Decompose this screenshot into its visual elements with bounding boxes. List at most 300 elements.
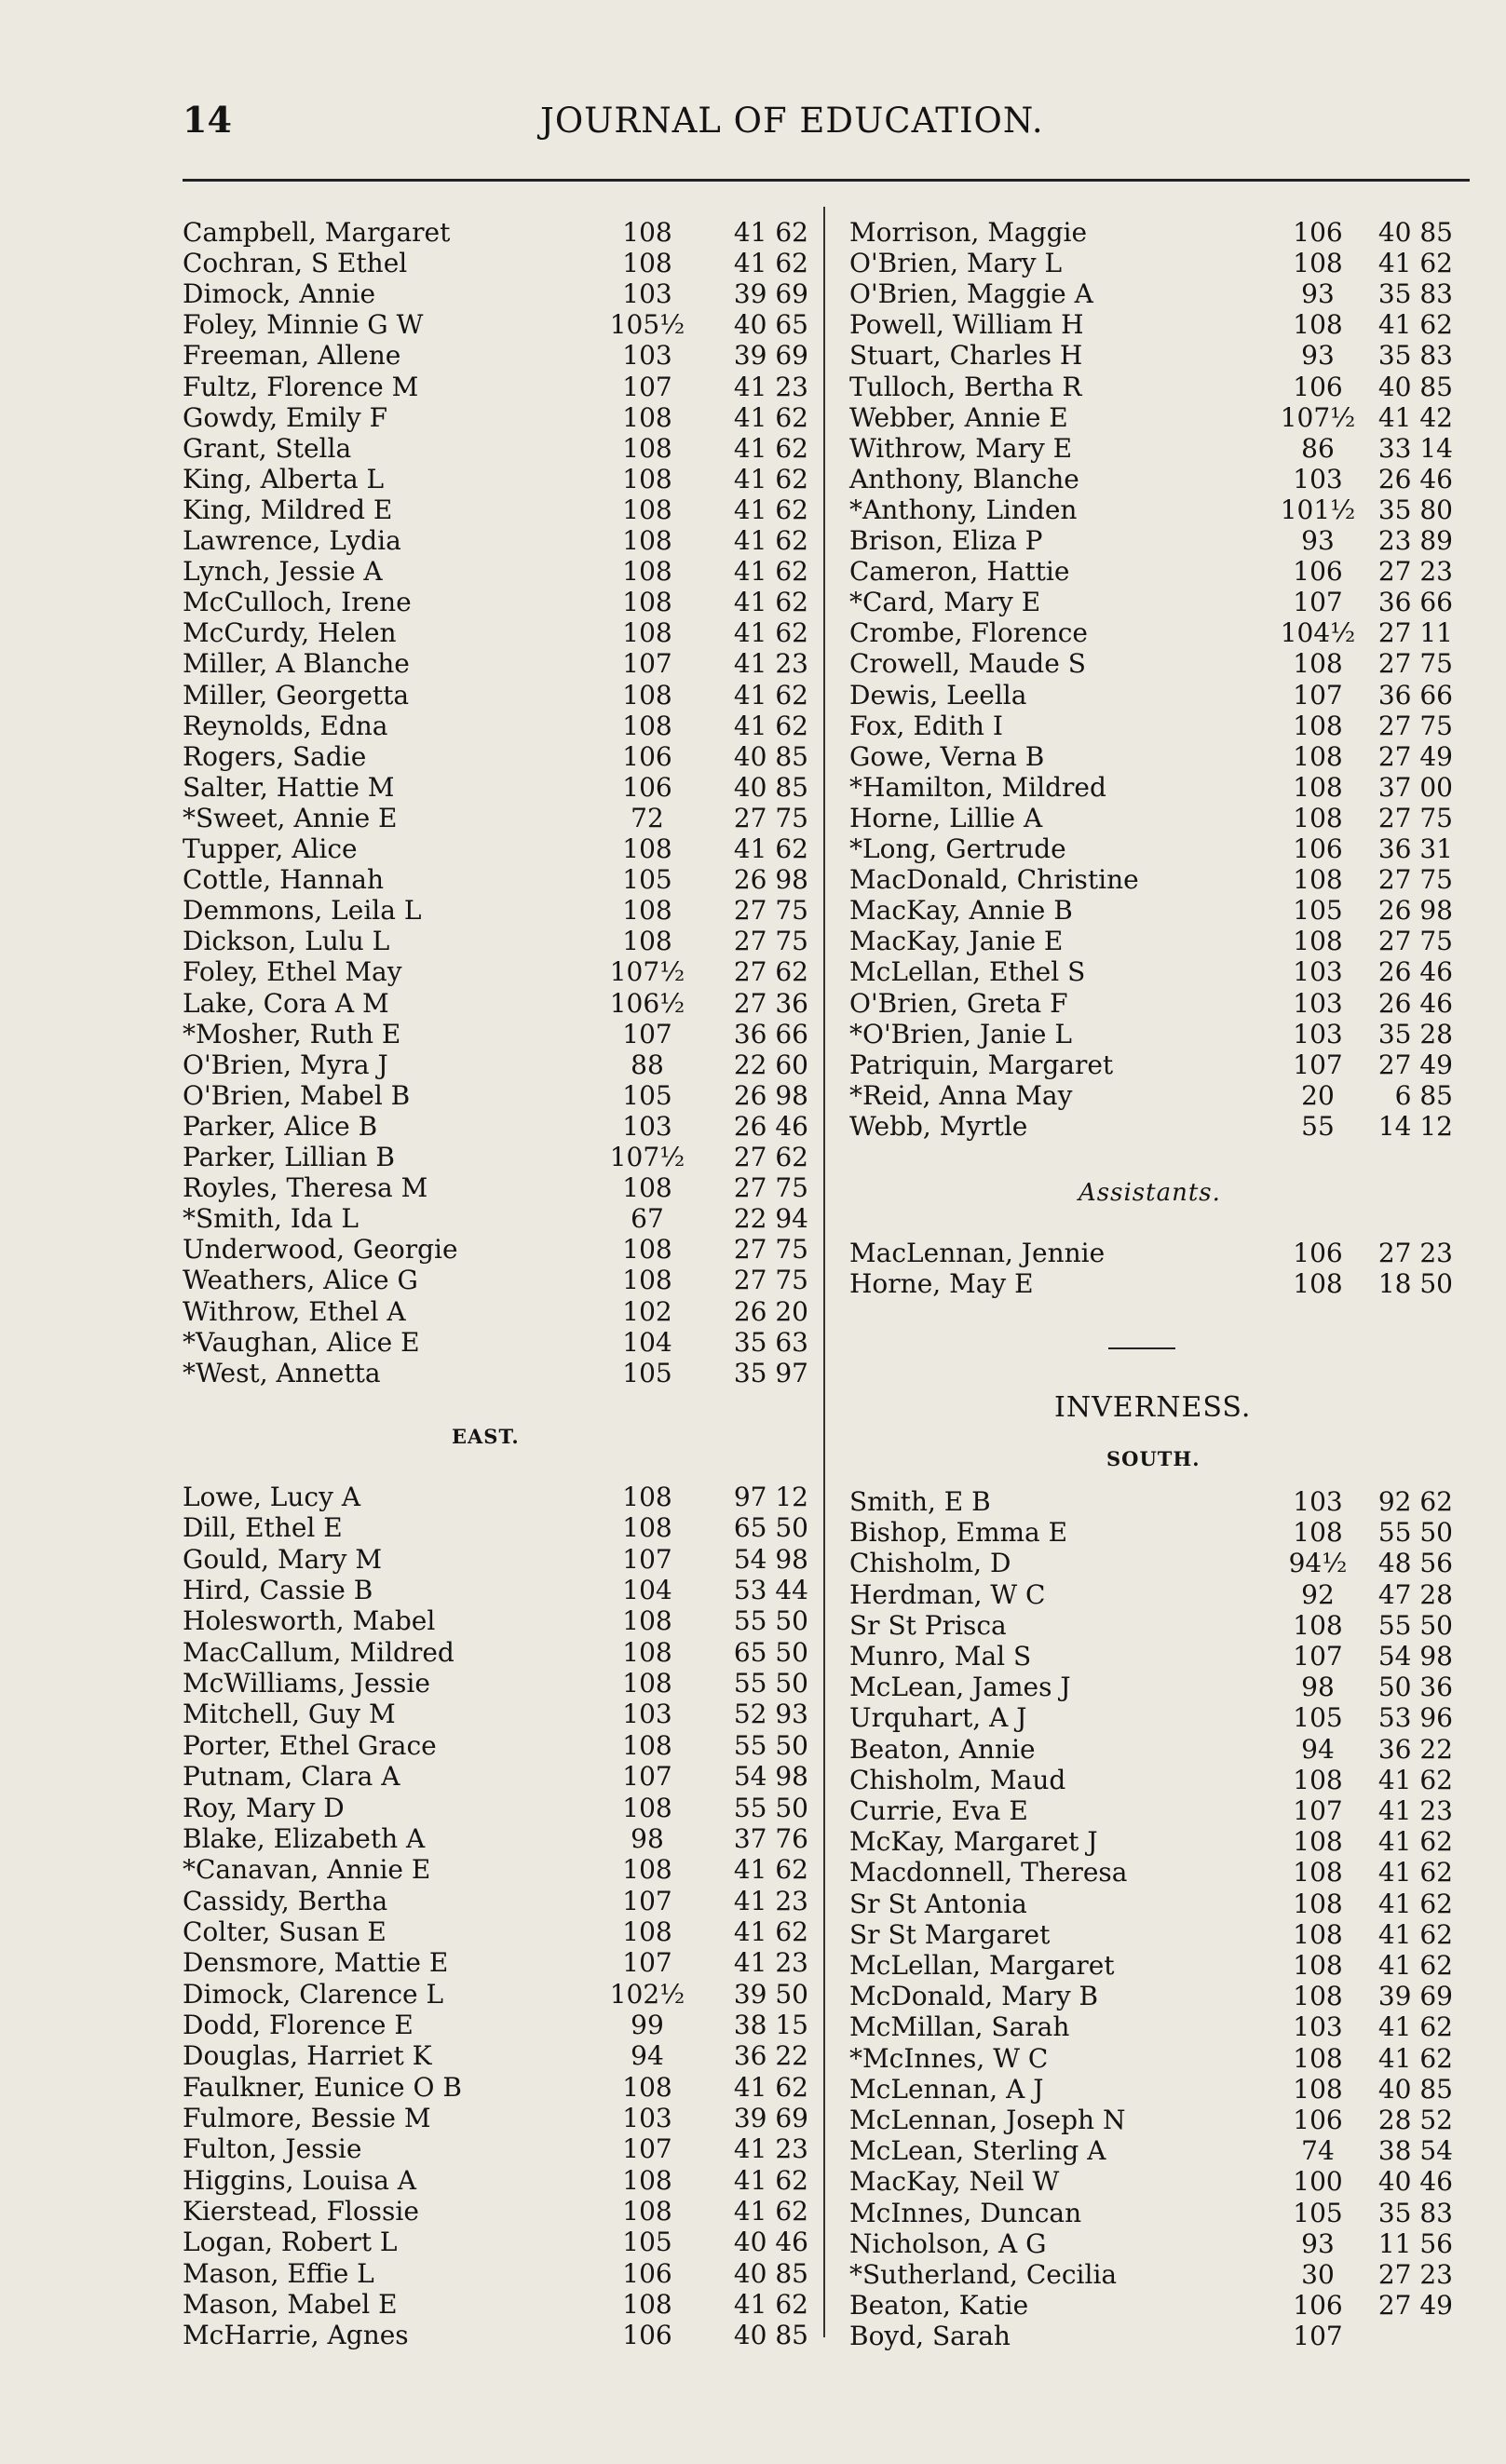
days-taught: 20 (1301, 1079, 1335, 1111)
table-row (0, 927, 1506, 956)
table-row (0, 1487, 1506, 1517)
teacher-name: Faulkner, Eunice O B (183, 2071, 462, 2103)
short-rule (1108, 1347, 1175, 1349)
teacher-name: Herdman, W C (849, 1578, 1046, 1610)
grant-amount: 35 63 (733, 1326, 808, 1358)
grant-amount: 54 98 (733, 1761, 808, 1793)
teacher-name: Chisholm, D (849, 1548, 1011, 1579)
grant-amount: 65 50 (733, 1512, 808, 1544)
table-row (0, 1239, 1506, 1268)
days-taught: 105 (622, 864, 672, 896)
grant-amount: 41 62 (733, 494, 808, 525)
grant-amount: 27 75 (733, 926, 808, 957)
days-taught: 108 (622, 432, 672, 464)
grant-amount: 40 85 (1377, 2073, 1453, 2105)
grant-amount: 41 62 (733, 710, 808, 741)
grant-amount: 41 23 (733, 2133, 808, 2165)
teacher-name: Foley, Minnie G W (183, 309, 424, 341)
grant-amount: 41 62 (733, 556, 808, 588)
table-row (0, 2105, 1506, 2135)
teacher-name: McCurdy, Helen (183, 617, 397, 649)
grant-amount: 11 56 (1377, 2227, 1453, 2259)
days-taught: 93 (1301, 525, 1335, 556)
grant-amount: 27 49 (1377, 1049, 1453, 1080)
teacher-name: Douglas, Harriet K (183, 2040, 432, 2072)
teacher-name: Lawrence, Lydia (183, 525, 401, 556)
table-row (0, 957, 1506, 987)
grant-amount: 40 85 (733, 740, 808, 772)
grant-amount: 41 62 (1377, 248, 1453, 279)
table-row (0, 804, 1506, 833)
grant-amount: 48 56 (1377, 1548, 1453, 1579)
table-row (0, 1858, 1506, 1888)
days-taught: 108 (622, 1668, 672, 1699)
teacher-name: Crowell, Maude S (849, 648, 1086, 680)
days-taught: 108 (1293, 1517, 1343, 1549)
grant-amount: 27 75 (1377, 648, 1453, 680)
days-taught: 103 (1293, 987, 1343, 1019)
grant-amount: 27 23 (1377, 2259, 1453, 2290)
days-taught: 106 (1293, 371, 1343, 402)
days-taught: 108 (622, 217, 672, 248)
days-taught: 94½ (1288, 1548, 1348, 1579)
days-taught: 102½ (609, 1978, 685, 2010)
grant-amount: 26 46 (733, 1110, 808, 1142)
days-taught: 105 (622, 2227, 672, 2258)
teacher-name: McLellan, Ethel S (849, 956, 1086, 988)
days-taught: 105 (622, 1357, 672, 1388)
grant-amount: 35 83 (1377, 2197, 1453, 2228)
days-taught: 108 (622, 1605, 672, 1637)
grant-amount: 41 62 (733, 617, 808, 649)
table-row (0, 1173, 1506, 1203)
days-taught: 107 (622, 1018, 672, 1049)
days-taught: 67 (631, 1203, 664, 1235)
days-taught: 100 (1293, 2166, 1343, 2198)
days-taught: 106 (622, 771, 672, 803)
grant-amount: 55 50 (733, 1792, 808, 1823)
teacher-name: Kierstead, Flossie (183, 2196, 419, 2227)
table-row (0, 588, 1506, 617)
days-taught: 108 (1293, 1826, 1343, 1858)
days-taught: 108 (622, 895, 672, 927)
grant-amount: 37 76 (733, 1822, 808, 1854)
grant-amount: 55 50 (1377, 1609, 1453, 1641)
days-taught: 107 (622, 648, 672, 680)
teacher-name: *West, Annetta (183, 1357, 381, 1388)
teacher-name: *O'Brien, Janie L (849, 1018, 1072, 1049)
table-row (0, 2133, 1506, 2167)
teacher-name: O'Brien, Maggie A (849, 278, 1093, 310)
table-row (0, 1518, 1506, 1548)
grant-amount: 55 50 (733, 1668, 808, 1699)
teacher-name: O'Brien, Mabel B (183, 1079, 411, 1111)
days-taught: 107 (1293, 1795, 1343, 1826)
teacher-name: McDonald, Mary B (849, 1981, 1099, 2012)
teacher-name: Powell, William H (849, 309, 1084, 341)
days-taught: 107½ (609, 1142, 685, 1172)
grant-amount: 55 50 (733, 1729, 808, 1761)
days-taught: 106½ (609, 987, 685, 1019)
grant-amount: 27 23 (1377, 556, 1453, 588)
table-row (0, 218, 1506, 248)
teacher-name: Cameron, Hattie (849, 556, 1070, 588)
days-taught: 107 (622, 371, 672, 402)
days-taught: 104 (622, 1575, 672, 1606)
grant-amount: 36 31 (1377, 833, 1453, 864)
teacher-name: Sr St Margaret (849, 1918, 1051, 1950)
teacher-name: Freeman, Allene (183, 340, 401, 372)
teacher-name: *Reid, Anna May (849, 1079, 1073, 1111)
teacher-name: Horne, Lillie A (849, 802, 1043, 833)
days-taught: 98 (631, 1822, 664, 1854)
grant-amount: 41 62 (733, 525, 808, 556)
days-taught: 108 (622, 494, 672, 525)
grant-amount: 41 62 (733, 217, 808, 248)
days-taught: 108 (622, 710, 672, 741)
teacher-name: Higgins, Louisa A (183, 2164, 417, 2196)
teacher-name: Beaton, Annie (849, 1733, 1036, 1765)
teacher-name: Mitchell, Guy M (183, 1699, 396, 1730)
grant-amount: 27 75 (733, 802, 808, 833)
days-taught: 108 (1293, 1764, 1343, 1795)
grant-amount: 27 49 (1377, 740, 1453, 772)
table-row (0, 310, 1506, 340)
teacher-name: MacKay, Annie B (849, 895, 1073, 927)
teacher-name: Stuart, Charles H (849, 340, 1083, 372)
grant-amount: 26 98 (733, 864, 808, 896)
days-taught: 93 (1301, 278, 1335, 310)
teacher-name: Salter, Hattie M (183, 771, 395, 803)
days-taught: 107 (622, 1885, 672, 1916)
days-taught: 108 (1293, 710, 1343, 741)
grant-amount: 41 23 (733, 1885, 808, 1916)
days-taught: 108 (622, 1482, 672, 1512)
teacher-name: Dimock, Annie (183, 278, 376, 310)
teacher-name: McInnes, Duncan (849, 2197, 1082, 2228)
teacher-name: Fulmore, Bessie M (183, 2103, 431, 2133)
grant-amount: 41 62 (733, 401, 808, 433)
table-row (0, 495, 1506, 525)
teacher-name: McKay, Margaret J (849, 1826, 1098, 1858)
days-taught: 93 (1301, 2227, 1335, 2259)
grant-amount: 27 36 (733, 987, 808, 1019)
days-taught: 108 (622, 2289, 672, 2321)
table-row (0, 2044, 1506, 2074)
grant-amount: 27 75 (733, 895, 808, 927)
grant-amount: 54 98 (1377, 1641, 1453, 1672)
teacher-name: Dill, Ethel E (183, 1512, 343, 1544)
assistants-heading: Assistants. (1079, 1179, 1221, 1207)
grant-amount: 26 46 (1377, 956, 1453, 988)
table-row (0, 1549, 1506, 1578)
grant-amount: 41 62 (733, 432, 808, 464)
right-section-heading: SOUTH. (1106, 1447, 1201, 1470)
teacher-name: *Long, Gertrude (849, 833, 1066, 864)
teacher-name: Tupper, Alice (183, 833, 358, 864)
grant-amount: 41 62 (733, 679, 808, 711)
grant-amount: 41 62 (733, 1916, 808, 1947)
teacher-name: Gould, Mary M (183, 1543, 383, 1575)
days-taught: 94 (1301, 1733, 1335, 1765)
grant-amount: 35 97 (733, 1357, 808, 1388)
days-taught: 108 (622, 617, 672, 649)
table-row (0, 618, 1506, 648)
teacher-name: Parker, Lillian B (183, 1142, 395, 1172)
teacher-name: Currie, Eva E (849, 1795, 1028, 1826)
teacher-name: MacKay, Janie E (849, 926, 1064, 957)
grant-amount: 26 98 (1377, 895, 1453, 927)
table-row (0, 2009, 1506, 2043)
days-taught: 108 (1293, 1857, 1343, 1889)
table-row (0, 1642, 1506, 1672)
grant-amount: 41 62 (733, 2071, 808, 2103)
teacher-name: Gowdy, Emily F (183, 401, 388, 433)
teacher-name: O'Brien, Greta F (849, 987, 1068, 1019)
days-taught: 107 (622, 1947, 672, 1979)
teacher-name: Underwood, Georgie (183, 1234, 458, 1266)
table-row (0, 1611, 1506, 1641)
table-row (0, 896, 1506, 926)
teacher-name: Grant, Stella (183, 432, 352, 464)
table-row (0, 2291, 1506, 2321)
days-taught: 108 (622, 1916, 672, 1947)
header-rule (183, 179, 1470, 182)
grant-amount: 36 66 (733, 1018, 808, 1049)
days-taught: 108 (622, 401, 672, 433)
table-row (0, 989, 1506, 1019)
grant-amount: 41 62 (1377, 1888, 1453, 1919)
grant-amount: 18 50 (1377, 1268, 1453, 1299)
days-taught: 108 (622, 2071, 672, 2103)
grant-amount: 27 75 (1377, 864, 1453, 896)
grant-amount: 26 46 (1377, 463, 1453, 494)
table-row (0, 1703, 1506, 1733)
table-row (0, 2071, 1506, 2105)
teacher-name: Campbell, Margaret (183, 217, 451, 248)
days-taught: 108 (1293, 926, 1343, 957)
teacher-name: McLellan, Margaret (849, 1950, 1115, 1981)
grant-amount: 40 85 (733, 771, 808, 803)
days-taught: 108 (622, 1512, 672, 1544)
grant-amount: 33 14 (1377, 432, 1453, 464)
days-taught: 108 (1293, 1268, 1343, 1299)
days-taught: 108 (622, 679, 672, 711)
table-row (0, 1735, 1506, 1765)
left-section-heading: EAST. (452, 1425, 520, 1448)
grant-amount: 36 22 (733, 2040, 808, 2072)
days-taught: 103 (622, 340, 672, 372)
teacher-name: Anthony, Blanche (849, 463, 1079, 494)
grant-amount: 26 46 (1377, 987, 1453, 1019)
teacher-name: Logan, Robert L (183, 2227, 398, 2258)
days-taught: 88 (631, 1049, 664, 1080)
teacher-name: Webber, Annie E (849, 401, 1068, 433)
grant-amount: 28 52 (1377, 2105, 1453, 2135)
days-taught: 108 (622, 587, 672, 618)
days-taught: 94 (631, 2040, 664, 2072)
days-taught: 108 (1293, 648, 1343, 680)
teacher-name: *Smith, Ida L (183, 1203, 359, 1235)
grant-amount: 41 62 (1377, 1764, 1453, 1795)
days-taught: 103 (1293, 1486, 1343, 1517)
days-taught: 108 (622, 2164, 672, 2196)
days-taught: 107½ (609, 956, 685, 988)
table-row (0, 1951, 1506, 1981)
days-taught: 108 (622, 463, 672, 494)
table-row (0, 1269, 1506, 1299)
days-taught: 108 (1293, 1981, 1343, 2012)
days-taught: 107 (1293, 679, 1343, 711)
days-taught: 107 (1293, 1641, 1343, 1672)
days-taught: 108 (1293, 248, 1343, 279)
teacher-name: Sr St Prisca (849, 1609, 1007, 1641)
teacher-name: Foley, Ethel May (183, 956, 402, 988)
table-row (0, 1050, 1506, 1080)
teacher-name: Smith, E B (849, 1486, 991, 1517)
teacher-name: *Sutherland, Cecilia (849, 2259, 1118, 2290)
grant-amount: 97 12 (733, 1482, 808, 1512)
days-taught: 108 (1293, 771, 1343, 803)
grant-amount: 27 23 (1377, 1238, 1453, 1268)
grant-amount: 40 85 (1377, 371, 1453, 402)
table-row (0, 1827, 1506, 1857)
grant-amount: 39 69 (733, 2103, 808, 2133)
teacher-name: Munro, Mal S (849, 1641, 1032, 1672)
grant-amount: 26 98 (733, 1079, 808, 1111)
teacher-name: Chisholm, Maud (849, 1764, 1066, 1795)
teacher-name: King, Mildred E (183, 494, 393, 525)
days-taught: 103 (1293, 956, 1343, 988)
teacher-name: *Card, Mary E (849, 587, 1041, 618)
grant-amount: 41 62 (733, 587, 808, 618)
grant-amount: 50 36 (1377, 1672, 1453, 1703)
teacher-name: Fultz, Florence M (183, 371, 419, 402)
teacher-name: MacLennan, Jennie (849, 1238, 1106, 1268)
table-row (0, 2196, 1506, 2228)
teacher-name: Brison, Eliza P (849, 525, 1043, 556)
teacher-name: MacCallum, Mildred (183, 1636, 455, 1668)
teacher-name: Lowe, Lucy A (183, 1482, 361, 1512)
days-taught: 108 (622, 2196, 672, 2227)
days-taught: 108 (1293, 309, 1343, 341)
grant-amount: 27 62 (733, 956, 808, 988)
grant-amount: 27 49 (1377, 2290, 1453, 2322)
days-taught: 107 (1293, 587, 1343, 618)
grant-amount: 41 62 (1377, 2011, 1453, 2043)
table-row (0, 711, 1506, 741)
days-taught: 108 (622, 1172, 672, 1204)
days-taught: 106 (1293, 2105, 1343, 2135)
table-row (0, 2164, 1506, 2198)
table-row (0, 2257, 1506, 2290)
grant-amount: 27 75 (1377, 926, 1453, 957)
grant-amount: 52 93 (733, 1699, 808, 1730)
teacher-name: Blake, Elizabeth A (183, 1822, 426, 1854)
days-taught: 101½ (1280, 494, 1356, 525)
teacher-name: *Anthony, Linden (849, 494, 1078, 525)
teacher-name: Cassidy, Bertha (183, 1885, 388, 1916)
days-taught: 107 (622, 2133, 672, 2165)
teacher-name: Beaton, Katie (849, 2290, 1029, 2322)
days-taught: 108 (622, 1792, 672, 1823)
teacher-name: MacKay, Neil W (849, 2166, 1060, 2198)
table-row (0, 834, 1506, 864)
teacher-name: Gowe, Verna B (849, 740, 1045, 772)
teacher-name: Parker, Alice B (183, 1110, 378, 1142)
days-taught: 106 (622, 2320, 672, 2351)
days-taught: 104 (622, 1326, 672, 1358)
table-row (0, 1143, 1506, 1172)
days-taught: 30 (1301, 2259, 1335, 2290)
teacher-name: Densmore, Mattie E (183, 1947, 449, 1979)
grant-amount: 92 62 (1377, 1486, 1453, 1517)
days-taught: 86 (1301, 432, 1335, 464)
teacher-name: *Mosher, Ruth E (183, 1018, 401, 1049)
teacher-name: Patriquin, Margaret (849, 1049, 1114, 1080)
teacher-name: Putnam, Clara A (183, 1761, 400, 1793)
teacher-name: McLennan, A J (849, 2073, 1044, 2105)
table-row (0, 773, 1506, 803)
table-row (0, 2229, 1506, 2259)
grant-amount: 40 65 (733, 309, 808, 341)
grant-amount: 36 66 (1377, 587, 1453, 618)
grant-amount: 27 11 (1377, 617, 1453, 649)
days-taught: 108 (1293, 740, 1343, 772)
grant-amount: 41 42 (1377, 401, 1453, 433)
teacher-name: Fox, Edith I (849, 710, 1003, 741)
teacher-name: McLean, James J (849, 1672, 1071, 1703)
grant-amount: 35 83 (1377, 340, 1453, 372)
table-row (0, 1297, 1506, 1327)
grant-amount: 35 28 (1377, 1018, 1453, 1049)
grant-amount: 35 83 (1377, 278, 1453, 310)
teacher-name: Crombe, Florence (849, 617, 1088, 649)
days-taught: 108 (622, 556, 672, 588)
teacher-name: Porter, Ethel Grace (183, 1729, 437, 1761)
teacher-name: Nicholson, A G (849, 2227, 1047, 2259)
table-row (0, 1920, 1506, 1950)
teacher-name: McLennan, Joseph N (849, 2105, 1126, 2135)
grant-amount: 39 50 (733, 1978, 808, 2010)
grant-amount: 39 69 (733, 340, 808, 372)
grant-amount: 41 62 (1377, 1826, 1453, 1858)
days-taught: 105 (1293, 1702, 1343, 1734)
days-taught: 108 (622, 1234, 672, 1266)
teacher-name: Lynch, Jessie A (183, 556, 383, 588)
table-row (0, 1672, 1506, 1702)
grant-amount: 35 80 (1377, 494, 1453, 525)
days-taught: 107 (1293, 1049, 1343, 1080)
teacher-name: Mason, Mabel E (183, 2289, 398, 2321)
grant-amount: 41 62 (733, 248, 808, 279)
teacher-name: McMillan, Sarah (849, 2011, 1070, 2043)
table-row (0, 1580, 1506, 1610)
teacher-name: Fulton, Jessie (183, 2133, 362, 2165)
teacher-name: Miller, A Blanche (183, 648, 410, 680)
teacher-name: McCulloch, Irene (183, 587, 412, 618)
days-taught: 107 (622, 1543, 672, 1575)
days-taught: 108 (622, 525, 672, 556)
table-row (0, 434, 1506, 464)
teacher-name: Boyd, Sarah (849, 2321, 1011, 2352)
grant-amount: 27 75 (733, 1172, 808, 1204)
days-taught: 103 (1293, 2011, 1343, 2043)
grant-amount: 41 62 (733, 463, 808, 494)
grant-amount: 40 85 (733, 2320, 808, 2351)
grant-amount: 53 96 (1377, 1702, 1453, 1734)
table-row (0, 372, 1506, 402)
